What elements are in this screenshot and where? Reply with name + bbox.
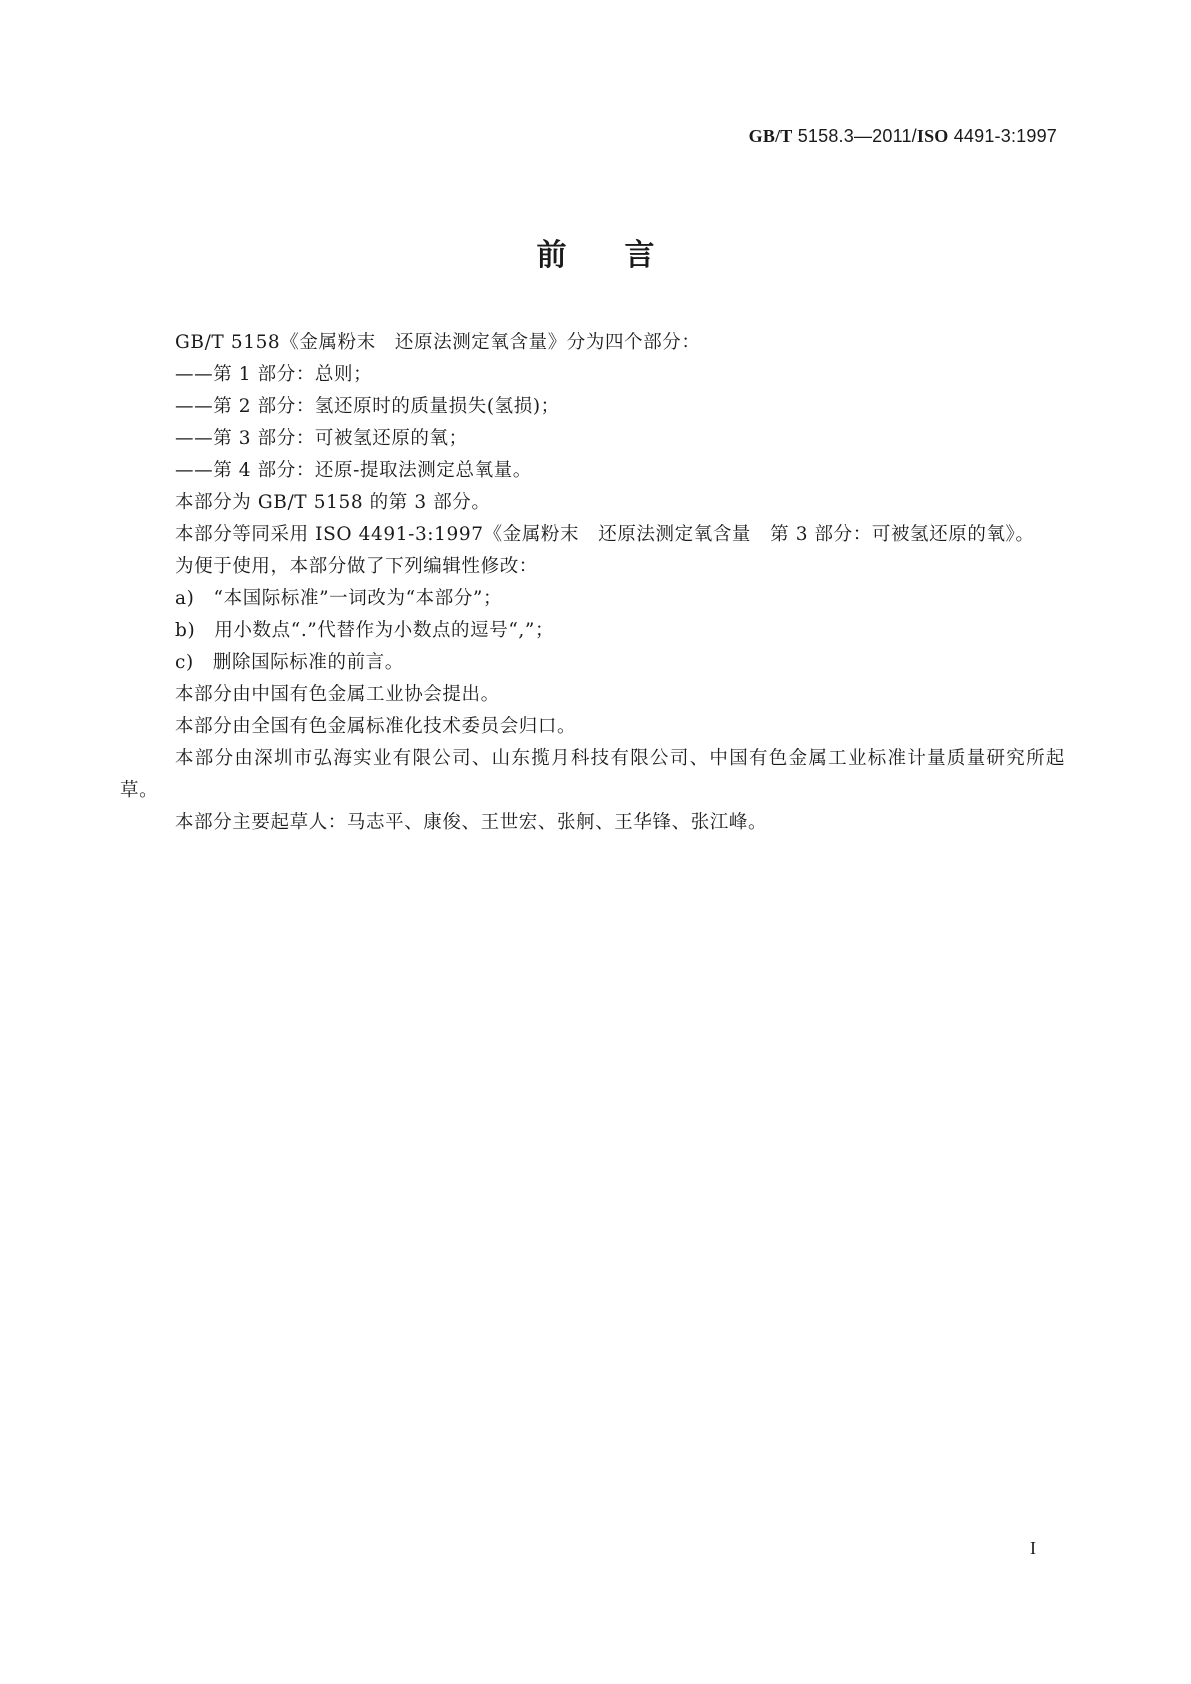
iso-code-prefix: ISO bbox=[916, 126, 949, 146]
paragraph-drafting-orgs: 本部分由深圳市弘海实业有限公司、山东揽月科技有限公司、中国有色金属工业标准计量质量研究所起草。 bbox=[120, 748, 1065, 801]
list-item-edit-a: a) “本国际标准”一词改为“本部分”； bbox=[175, 588, 503, 609]
paragraph-drafters: 本部分主要起草人：马志平、康俊、王世宏、张舸、王华锋、张江峰。 bbox=[175, 812, 768, 833]
standard-code-number: 5158.3—2011/ bbox=[792, 126, 917, 146]
list-item-edit-c: c) 删除国际标准的前言。 bbox=[175, 652, 404, 673]
paragraph-adoption: 本部分等同采用 ISO 4491-3:1997《金属粉末 还原法测定氧含量 第 3 部分：可被氢还原的氧》。 bbox=[175, 524, 1035, 545]
paragraph-edits-intro: 为便于使用，本部分做了下列编辑性修改： bbox=[175, 556, 538, 577]
list-item-part-1: ——第 1 部分：总则； bbox=[175, 364, 373, 385]
list-item-part-4: ——第 4 部分：还原-提取法测定总氧量。 bbox=[175, 460, 532, 481]
paragraph-proposer: 本部分由中国有色金属工业协会提出。 bbox=[175, 684, 500, 705]
paragraph-this-part: 本部分为 GB/T 5158 的第 3 部分。 bbox=[175, 492, 491, 513]
page-number: I bbox=[1030, 1538, 1036, 1558]
list-item-part-3: ——第 3 部分：可被氢还原的氧； bbox=[175, 428, 468, 449]
foreword-body bbox=[120, 327, 1065, 839]
list-item-edit-b: b) 用小数点“.”代替作为小数点的逗号“,”； bbox=[175, 620, 555, 641]
list-item-part-2: ——第 2 部分：氢还原时的质量损失(氢损)； bbox=[175, 396, 560, 417]
standard-code-prefix: GB/T bbox=[748, 126, 793, 146]
paragraph-series-intro: GB/T 5158《金属粉末 还原法测定氧含量》分为四个部分： bbox=[175, 332, 701, 353]
paragraph-committee: 本部分由全国有色金属标准化技术委员会归口。 bbox=[175, 716, 577, 737]
iso-code-number: 4491-3:1997 bbox=[948, 126, 1057, 146]
standard-code bbox=[749, 126, 1057, 147]
page-title: 前言 bbox=[536, 238, 713, 273]
